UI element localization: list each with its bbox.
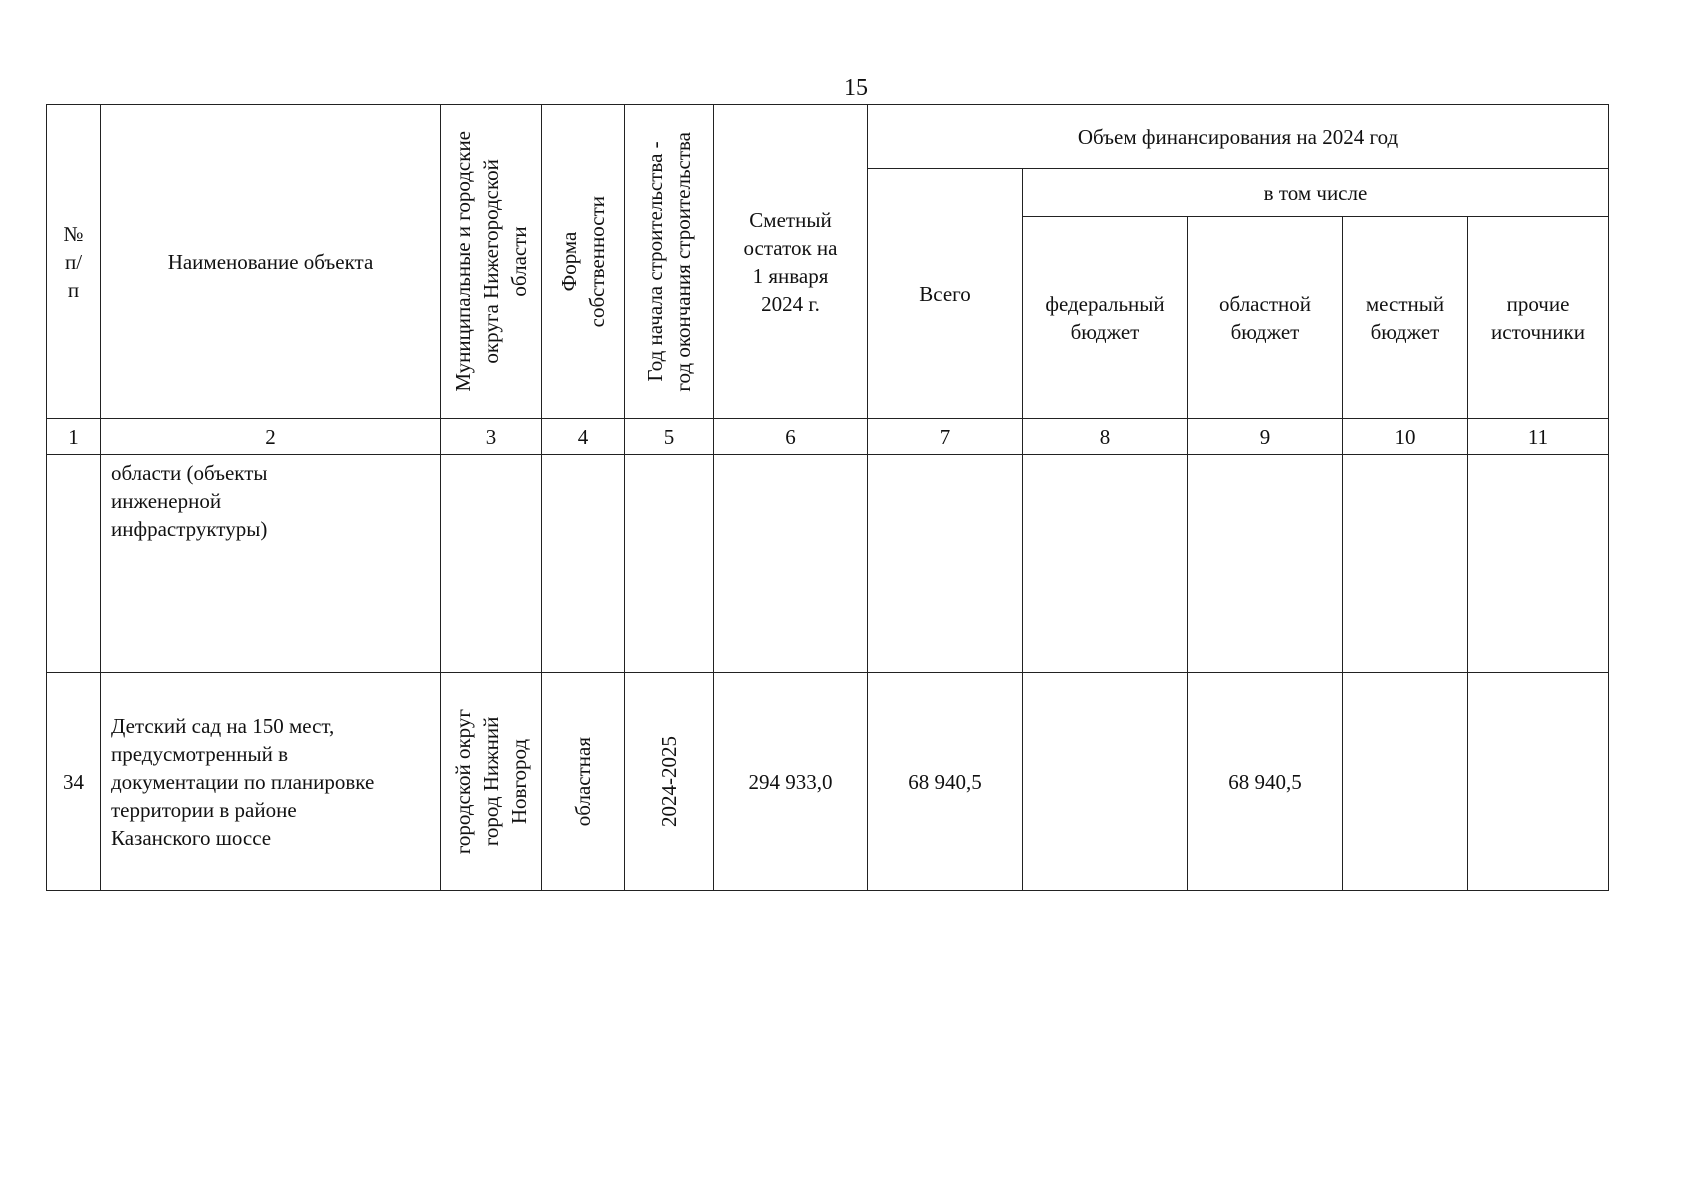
header-regional-line: областной (1219, 291, 1311, 316)
row-ownership (542, 673, 625, 891)
header-regional (1188, 217, 1343, 419)
column-index: 9 (1188, 419, 1343, 455)
row-estimate: 294 933,0 (714, 673, 868, 891)
header-num (47, 105, 101, 419)
row-total: 68 940,5 (868, 673, 1023, 891)
header-years-line: год окончания строительства (671, 131, 695, 392)
row-municipality-line: город Нижний (479, 716, 503, 847)
row-object-name (101, 673, 441, 891)
financing-table (46, 104, 1609, 891)
page-number: 15 (844, 75, 868, 101)
row-municipality (441, 673, 542, 891)
row-object-name-line: предусмотренный в (111, 741, 289, 766)
column-index: 2 (101, 419, 441, 455)
header-estimate-line: Сметный (749, 207, 832, 232)
row-local (1343, 673, 1468, 891)
header-municipality-line: области (507, 226, 531, 297)
row-ownership (542, 455, 625, 673)
row-object-name-line: Детский сад на 150 мест, (111, 713, 335, 738)
column-index: 3 (441, 419, 542, 455)
header-object-name: Наименование объекта (101, 105, 441, 419)
header-num-line: п/ (64, 249, 83, 274)
row-object-name-line: Казанского шоссе (111, 825, 272, 850)
column-index: 5 (625, 419, 714, 455)
row-num (47, 455, 101, 673)
row-other (1468, 455, 1609, 673)
row-object-name-line: инфраструктуры) (111, 517, 268, 541)
header-federal (1023, 217, 1188, 419)
header-estimate-line: 1 января (752, 263, 829, 288)
row-object-name-line: документации по планировке (111, 769, 375, 794)
header-municipality-line: Муниципальные и городские (451, 131, 475, 392)
header-funding-group: Объем финансирования на 2024 год (868, 105, 1609, 169)
row-object-name-line: области (объекты (111, 461, 268, 485)
row-regional: 68 940,5 (1188, 673, 1343, 891)
header-num-line: п (67, 277, 80, 302)
column-index: 4 (542, 419, 625, 455)
row-object-name-line: территории в районе (111, 797, 297, 822)
header-ownership-line: собственности (585, 195, 609, 328)
row-federal (1023, 673, 1188, 891)
row-object-name-line: инженерной (111, 489, 222, 513)
table-row (47, 455, 1609, 673)
header-ownership (542, 105, 625, 419)
header-including: в том числе (1023, 169, 1609, 217)
row-ownership-text: областная (571, 736, 595, 827)
column-index: 6 (714, 419, 868, 455)
header-num-line: № (63, 221, 84, 246)
header-row-1 (47, 105, 1609, 169)
header-years (625, 105, 714, 419)
header-ownership-line: Форма (557, 231, 581, 292)
header-local-line: бюджет (1370, 319, 1440, 344)
row-years (625, 673, 714, 891)
row-federal (1023, 455, 1188, 673)
header-years-line: Год начала строительства - (643, 141, 667, 382)
row-estimate (714, 455, 868, 673)
header-estimate (714, 105, 868, 419)
header-regional-line: бюджет (1230, 319, 1300, 344)
row-municipality-line: Новгород (507, 738, 531, 825)
financing-table-sheet (46, 104, 1608, 891)
row-municipality (441, 455, 542, 673)
column-index: 7 (868, 419, 1023, 455)
table-row (47, 673, 1609, 891)
header-other (1468, 217, 1609, 419)
row-years (625, 455, 714, 673)
header-federal-line: федеральный (1045, 291, 1165, 316)
header-local-line: местный (1365, 291, 1445, 316)
column-index: 8 (1023, 419, 1188, 455)
column-index: 11 (1468, 419, 1609, 455)
row-object-name (101, 455, 441, 673)
header-municipality (441, 105, 542, 419)
header-total: Всего (868, 169, 1023, 419)
header-federal-line: бюджет (1070, 319, 1140, 344)
row-years-text: 2024-2025 (657, 736, 681, 827)
row-other (1468, 673, 1609, 891)
header-other-line: источники (1491, 319, 1585, 344)
column-index-row (47, 419, 1609, 455)
row-municipality-line: городской округ (451, 708, 475, 855)
column-index: 10 (1343, 419, 1468, 455)
column-index: 1 (47, 419, 101, 455)
row-regional (1188, 455, 1343, 673)
header-local (1343, 217, 1468, 419)
row-local (1343, 455, 1468, 673)
row-total (868, 455, 1023, 673)
header-municipality-line: округа Нижегородской (479, 159, 503, 364)
header-estimate-line: остаток на (743, 235, 838, 260)
header-other-line: прочие (1506, 291, 1570, 316)
row-num: 34 (47, 673, 101, 891)
header-estimate-line: 2024 г. (761, 291, 820, 316)
